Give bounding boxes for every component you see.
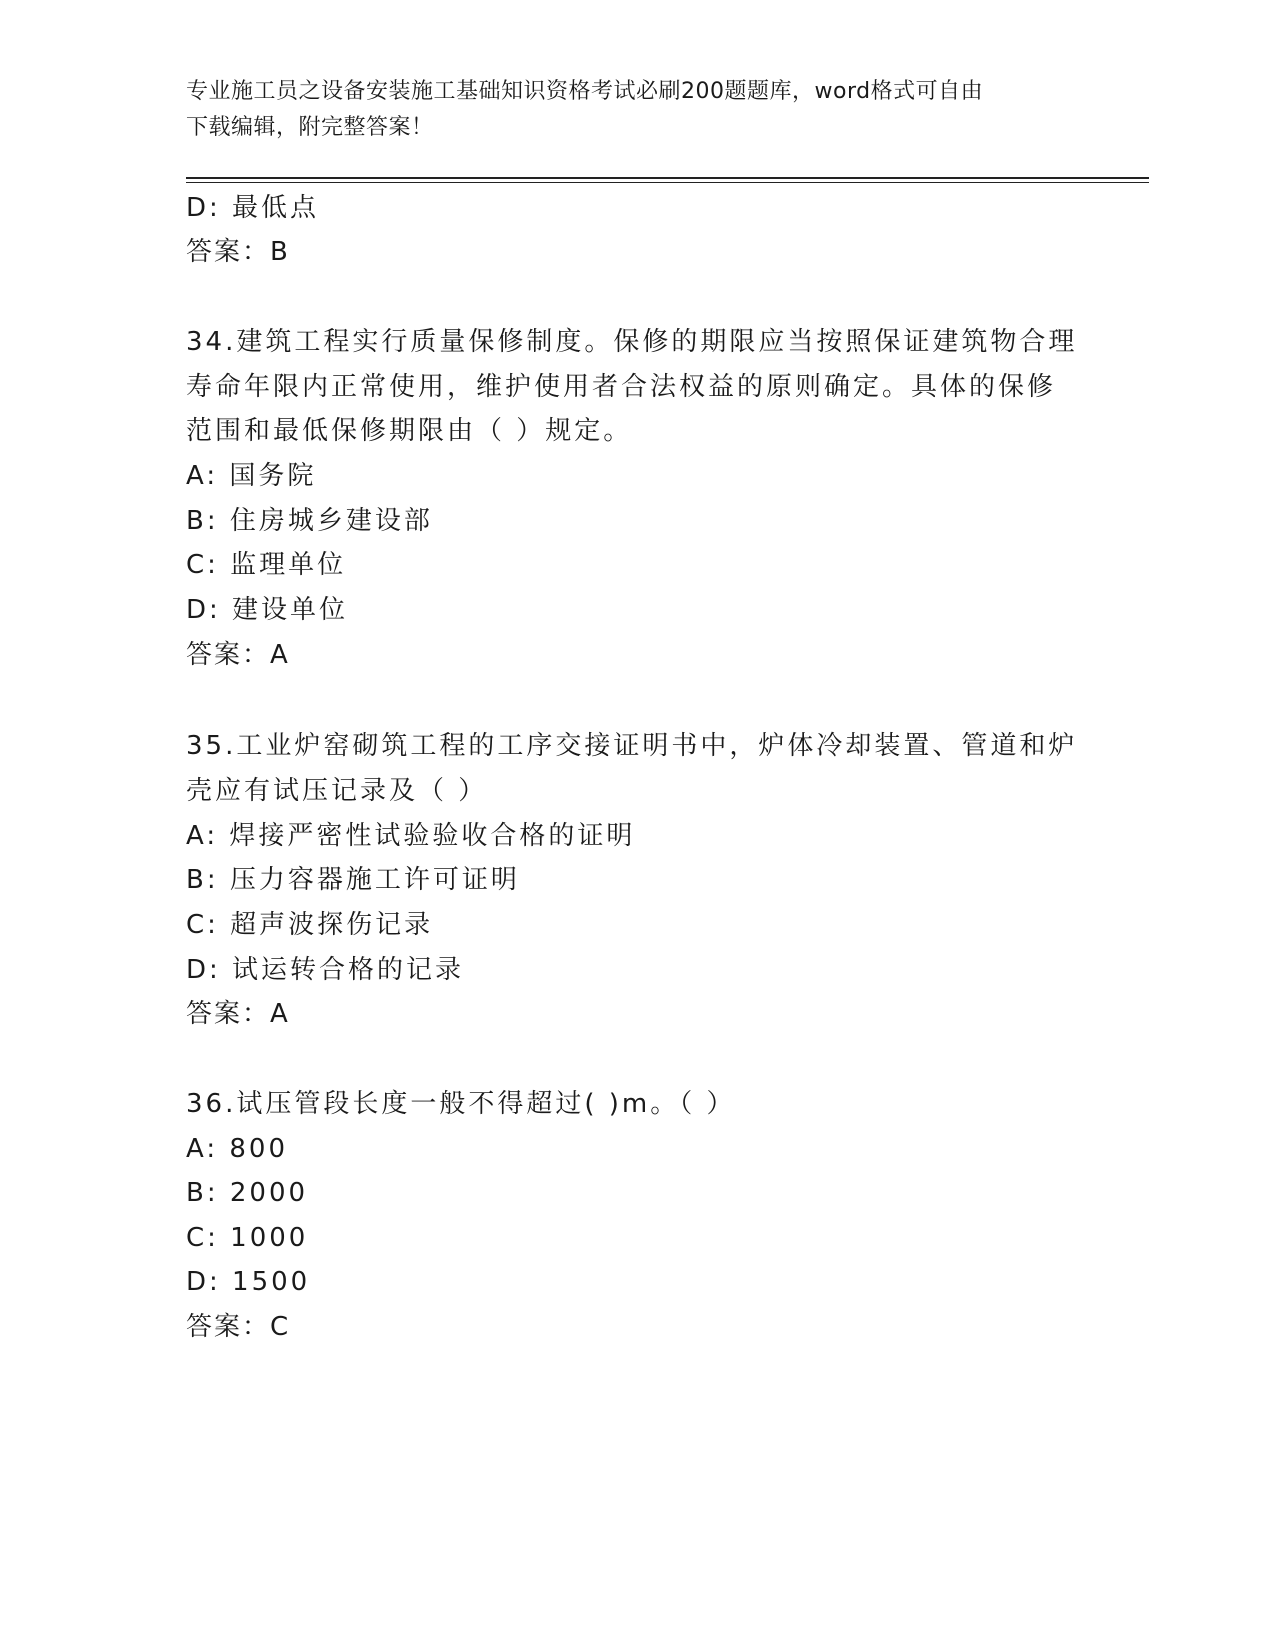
q34-stem-line-3: 范围和最低保修期限由（ ）规定。 [186,416,633,446]
q36-option-a: A: 800 [186,1134,288,1164]
q35-option-b: B: 压力容器施工许可证明 [186,865,520,895]
q33-answer: 答案：B [186,237,290,267]
q34-option-d: D: 建设单位 [186,595,349,625]
q36-option-b: B: 2000 [186,1178,309,1208]
q35-option-d: D: 试运转合格的记录 [186,955,465,985]
header-line-2: 下载编辑，附完整答案！ [186,115,434,140]
q35-option-a: A: 焊接严密性试验验收合格的证明 [186,821,636,851]
q36-stem-line-1: 36.试压管段长度一般不得超过( )m。（ ） [186,1089,736,1119]
header-rule-thick [186,177,1149,179]
q35-stem-line-1: 35.工业炉窑砌筑工程的工序交接证明书中，炉体冷却装置、管道和炉 [186,731,1078,761]
q33-option-d: D: 最低点 [186,193,320,223]
q34-stem-line-1: 34.建筑工程实行质量保修制度。保修的期限应当按照保证建筑物合理 [186,327,1078,357]
q34-option-c: C: 监理单位 [186,550,347,580]
q34-stem-line-2: 寿命年限内正常使用，维护使用者合法权益的原则确定。具体的保修 [186,372,1057,402]
q35-option-c: C: 超声波探伤记录 [186,910,434,940]
q36-answer: 答案：C [186,1312,291,1342]
header-rule-thin [186,182,1149,183]
q36-option-c: C: 1000 [186,1223,309,1253]
document-header [186,74,1066,146]
q36-option-d: D: 1500 [186,1267,311,1297]
q34-answer: 答案：A [186,640,290,670]
q34-option-a: A: 国务院 [186,461,317,491]
header-line-1: 专业施工员之设备安装施工基础知识资格考试必刷200题题库，word格式可自由 [186,79,984,104]
q35-stem-line-2: 壳应有试压记录及（ ） [186,776,488,806]
q35-answer: 答案：A [186,999,290,1029]
q34-option-b: B: 住房城乡建设部 [186,506,433,536]
